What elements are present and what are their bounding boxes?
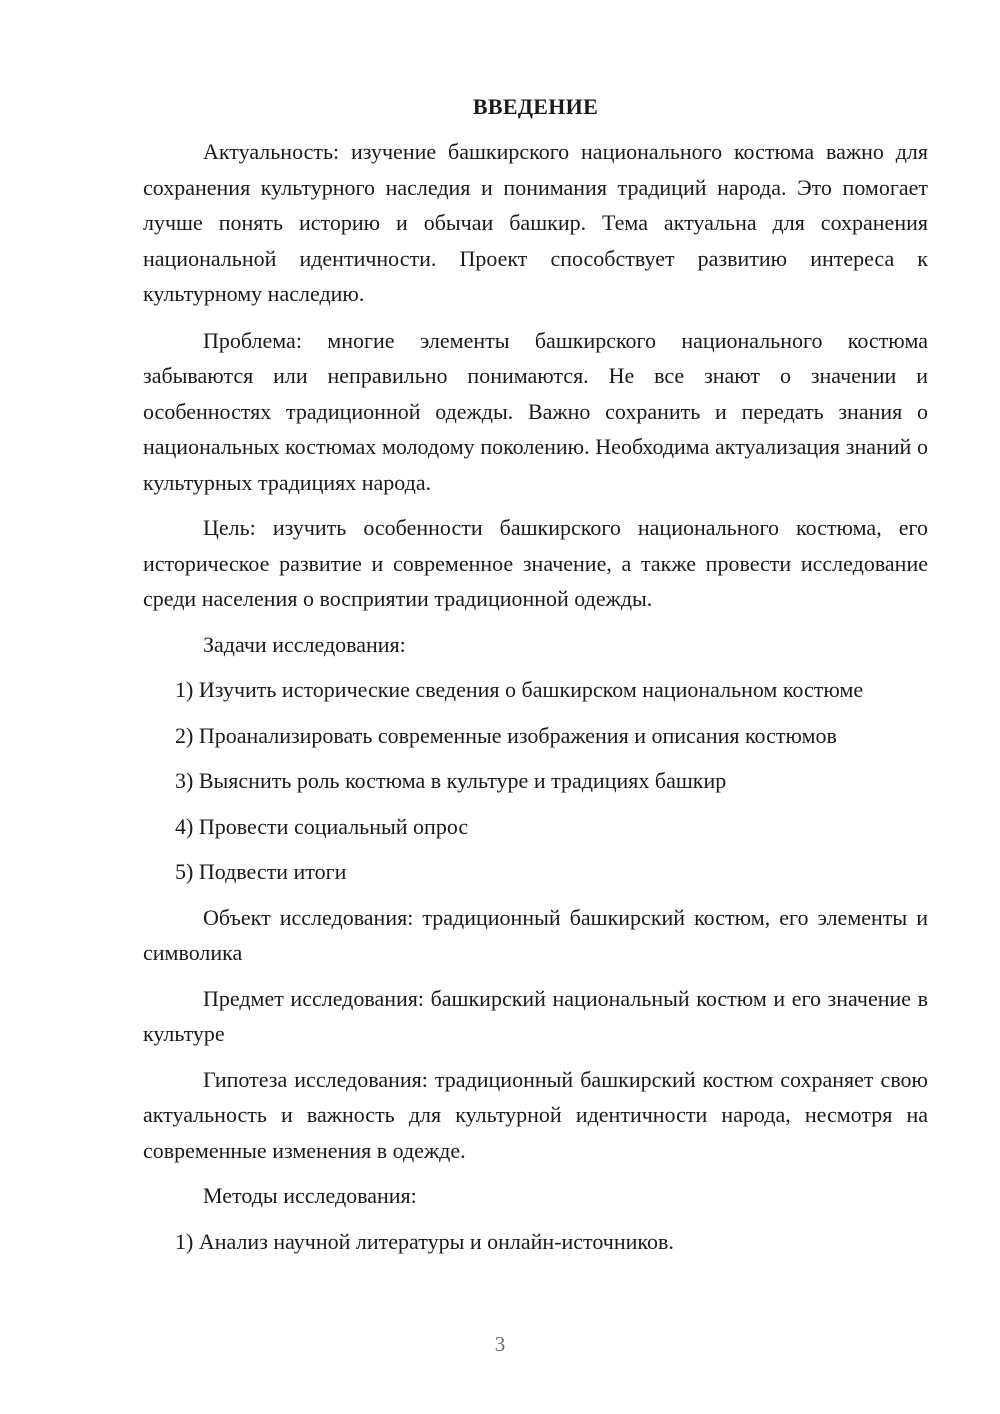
methods-heading: Методы исследования: <box>203 1183 417 1208</box>
problem-paragraph: Проблема: многие элементы башкирского национального костюма забываются или неправильно понимаются. Не все знают о значении и особенностях традиционной одежды. Важно сохранить и передать знания о национальных костюмах молодому поколению. Необходима актуализация знаний о культурных традициях народа. <box>143 327 928 495</box>
task-item: 4) Провести социальный опрос <box>175 813 469 839</box>
task-item: 5) Подвести итоги <box>175 859 347 884</box>
subject-paragraph: Предмет исследования: башкирский национальный костюм и его значение в культуре <box>143 985 928 1046</box>
method-item: 1) Анализ научной литературы и онлайн-источников. <box>175 1228 674 1254</box>
task-item: 1) Изучить исторические сведения о башкирском национальном костюме <box>175 677 864 702</box>
tasks-heading: Задачи исследования: <box>203 631 406 657</box>
task-item: 3) Выяснить роль костюма в культуре и традициях башкир <box>175 768 727 793</box>
hypothesis-paragraph: Гипотеза исследования: традиционный башкирский костюм сохраняет свою актуальность и важность для культурной идентичности народа, несмотря на современные изменения в одежде. <box>143 1066 928 1163</box>
relevance-paragraph: Актуальность: изучение башкирского национального костюма важно для сохранения культурного наследия и понимания традиций народа. Это помогает лучше понять историю и обычаи башкир. Тема актуальна для сохранения национальной идентичности. Проект способствует развитию интереса к культурному наследию. <box>143 139 928 306</box>
page-number: 3 <box>494 1332 506 1356</box>
object-paragraph: Объект исследования: традиционный башкирский костюм, его элементы и символика <box>143 904 928 965</box>
goal-paragraph: Цель: изучить особенности башкирского национального костюма, его историческое развитие и современное значение, а также провести исследование среди населения о восприятии традиционной одежды. <box>143 515 928 611</box>
task-item: 2) Проанализировать современные изображения и описания костюмов <box>175 722 837 748</box>
page-title: ВВЕДЕНИЕ <box>472 94 599 119</box>
